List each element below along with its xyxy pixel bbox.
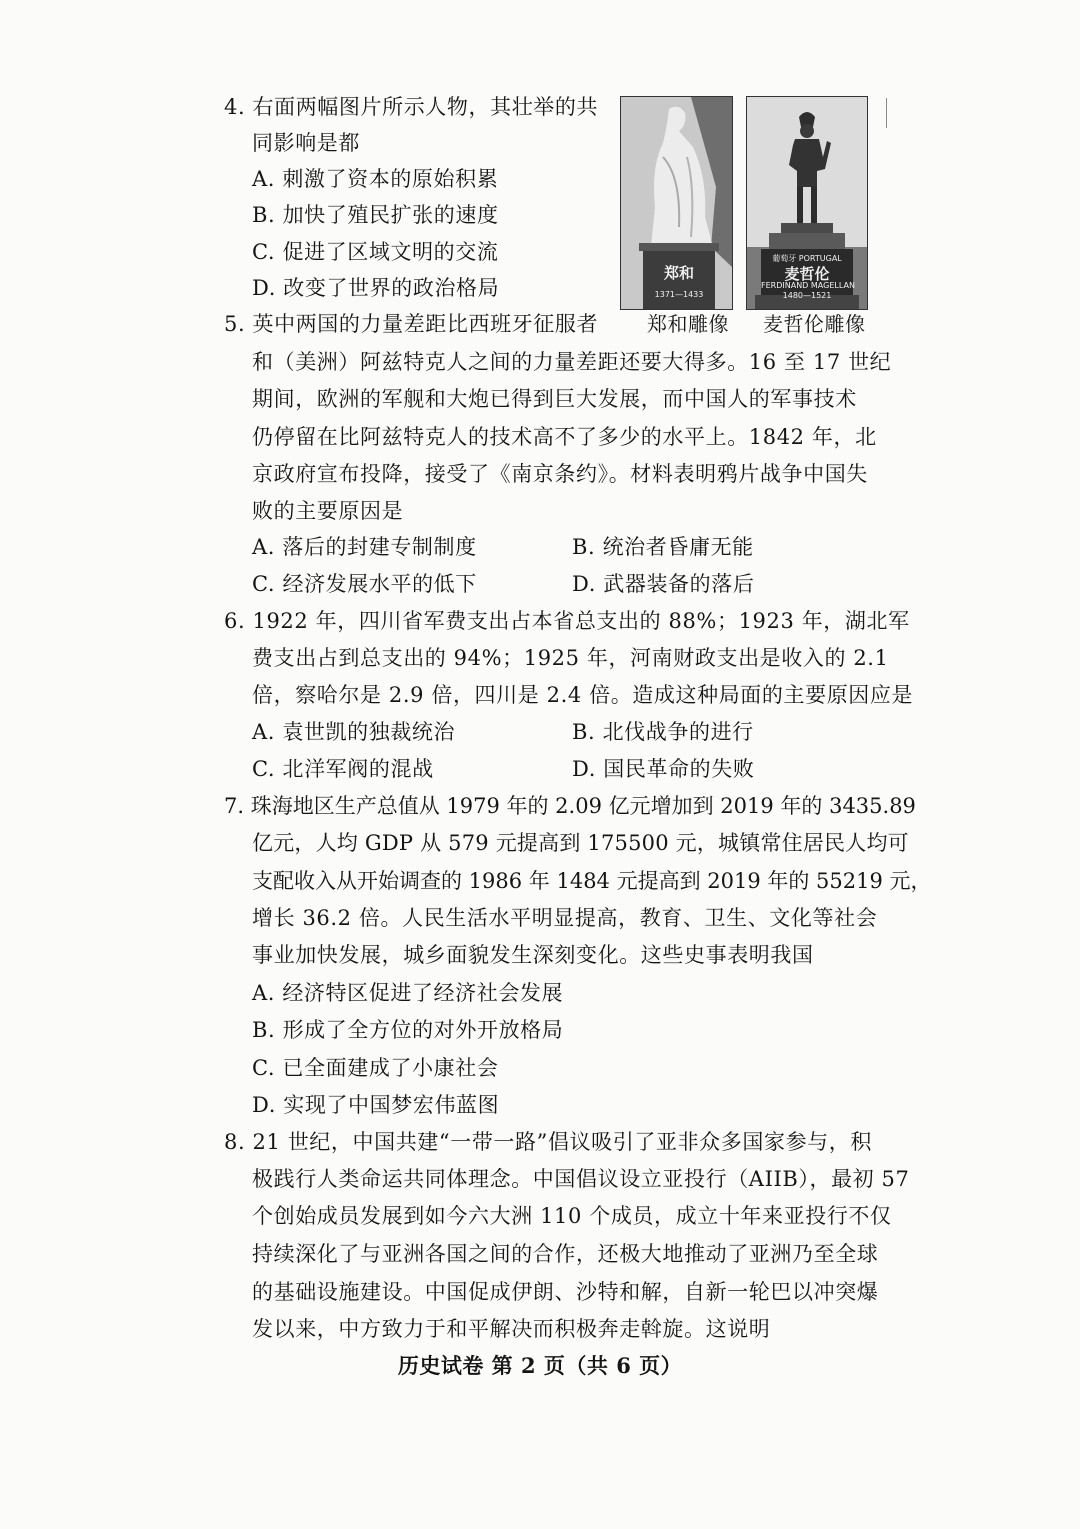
q4-option-b: B. 加快了殖民扩张的速度 xyxy=(252,203,499,227)
magellan-plaque-years: 1480—1521 xyxy=(782,291,832,300)
q7-stem-line-1: 7. 珠海地区生产总值从 1979 年的 2.09 亿元增加到 2019 年的 3435.89 xyxy=(224,794,916,818)
magellan-caption: 麦哲伦雕像 xyxy=(763,312,866,336)
q5-stem-line-3: 期间，欧洲的军舰和大炮已得到巨大发展，而中国人的军事技术 xyxy=(252,387,857,411)
q5-stem-line-4: 仍停留在比阿兹特克人的技术高不了多少的水平上。1842 年，北 xyxy=(252,425,877,449)
q6-option-c: C. 北洋军阀的混战 xyxy=(252,757,434,781)
q7-stem-line-3: 支配收入从开始调查的 1986 年 1484 元提高到 2019 年的 55219 元， xyxy=(252,869,932,893)
magellan-statue-image xyxy=(746,96,868,310)
q5-stem-line-1: 5. 英中两国的力量差距比西班牙征服者 xyxy=(224,312,599,336)
q7-option-a: A. 经济特区促进了经济社会发展 xyxy=(252,981,564,1005)
q8-stem-line-1: 8. 21 世纪，中国共建“一带一路”倡议吸引了亚非众多国家参与，积 xyxy=(224,1130,872,1154)
zheng-he-caption: 郑和雕像 xyxy=(647,312,729,336)
q8-stem-line-2: 极践行人类命运共同体理念。中国倡议设立亚投行（AIIB），最初 57 xyxy=(252,1167,910,1191)
magellan-plaque-name: 麦哲伦 xyxy=(784,265,830,283)
q4-option-d: D. 改变了世界的政治格局 xyxy=(252,276,500,300)
q8-stem-line-3: 个创始成员发展到如今六大洲 110 个成员，成立十年来亚投行不仅 xyxy=(252,1204,892,1228)
q7-option-d: D. 实现了中国梦宏伟蓝图 xyxy=(252,1093,500,1117)
q6-stem-line-1: 6. 1922 年，四川省军费支出占本省总支出的 88%；1923 年，湖北军 xyxy=(224,609,910,633)
q5-option-a: A. 落后的封建专制制度 xyxy=(252,535,477,559)
magellan-plaque-country: 葡萄牙 PORTUGAL xyxy=(772,254,842,263)
q5-stem-line-6: 败的主要原因是 xyxy=(252,499,404,523)
q6-stem-line-2: 费支出占到总支出的 94%；1925 年，河南财政支出是收入的 2.1 xyxy=(252,646,889,670)
zheng-he-plaque-years: 1371—1433 xyxy=(654,290,704,299)
q4-stem-line-1: 4. 右面两幅图片所示人物，其壮举的共 xyxy=(224,95,599,119)
q5-stem-line-5: 京政府宣布投降，接受了《南京条约》。材料表明鸦片战争中国失 xyxy=(252,462,868,486)
q6-option-b: B. 北伐战争的进行 xyxy=(572,720,754,744)
magellan-plaque-subtitle: FERDINAND MAGELLAN xyxy=(761,281,855,290)
q6-option-a: A. 袁世凯的独裁统治 xyxy=(252,720,456,744)
margin-line xyxy=(886,98,887,128)
zheng-he-plaque-name: 郑和 xyxy=(663,264,694,282)
page-footer: 历史试卷 第 2 页（共 6 页） xyxy=(397,1353,683,1378)
q8-stem-line-6: 发以来，中方致力于和平解决而积极奔走斡旋。这说明 xyxy=(252,1317,771,1341)
q5-option-d: D. 武器装备的落后 xyxy=(572,572,755,596)
q7-stem-line-5: 事业加快发展，城乡面貌发生深刻变化。这些史事表明我国 xyxy=(252,943,814,967)
q7-option-c: C. 已全面建成了小康社会 xyxy=(252,1056,499,1080)
zheng-he-statue-image xyxy=(620,96,733,310)
q7-stem-line-4: 增长 36.2 倍。人民生活水平明显提高，教育、卫生、文化等社会 xyxy=(252,906,878,930)
q5-option-c: C. 经济发展水平的低下 xyxy=(252,572,477,596)
q4-option-a: A. 刺激了资本的原始积累 xyxy=(252,167,499,191)
q6-option-d: D. 国民革命的失败 xyxy=(572,757,755,781)
q8-stem-line-4: 持续深化了与亚洲各国之间的合作，还极大地推动了亚洲乃至全球 xyxy=(252,1242,879,1266)
q5-option-b: B. 统治者昏庸无能 xyxy=(572,535,754,559)
q4-option-c: C. 促进了区域文明的交流 xyxy=(252,240,499,264)
q5-stem-line-2: 和（美洲）阿兹特克人之间的力量差距还要大得多。16 至 17 世纪 xyxy=(252,350,892,374)
q7-stem-line-2: 亿元，人均 GDP 从 579 元提高到 175500 元，城镇常住居民人均可 xyxy=(252,831,909,855)
q8-stem-line-5: 的基础设施建设。中国促成伊朗、沙特和解，自新一轮巴以冲突爆 xyxy=(252,1280,879,1304)
q6-stem-line-3: 倍，察哈尔是 2.9 倍，四川是 2.4 倍。造成这种局面的主要原因应是 xyxy=(252,683,914,707)
q7-option-b: B. 形成了全方位的对外开放格局 xyxy=(252,1018,564,1042)
q4-stem-line-2: 同影响是都 xyxy=(252,131,360,155)
